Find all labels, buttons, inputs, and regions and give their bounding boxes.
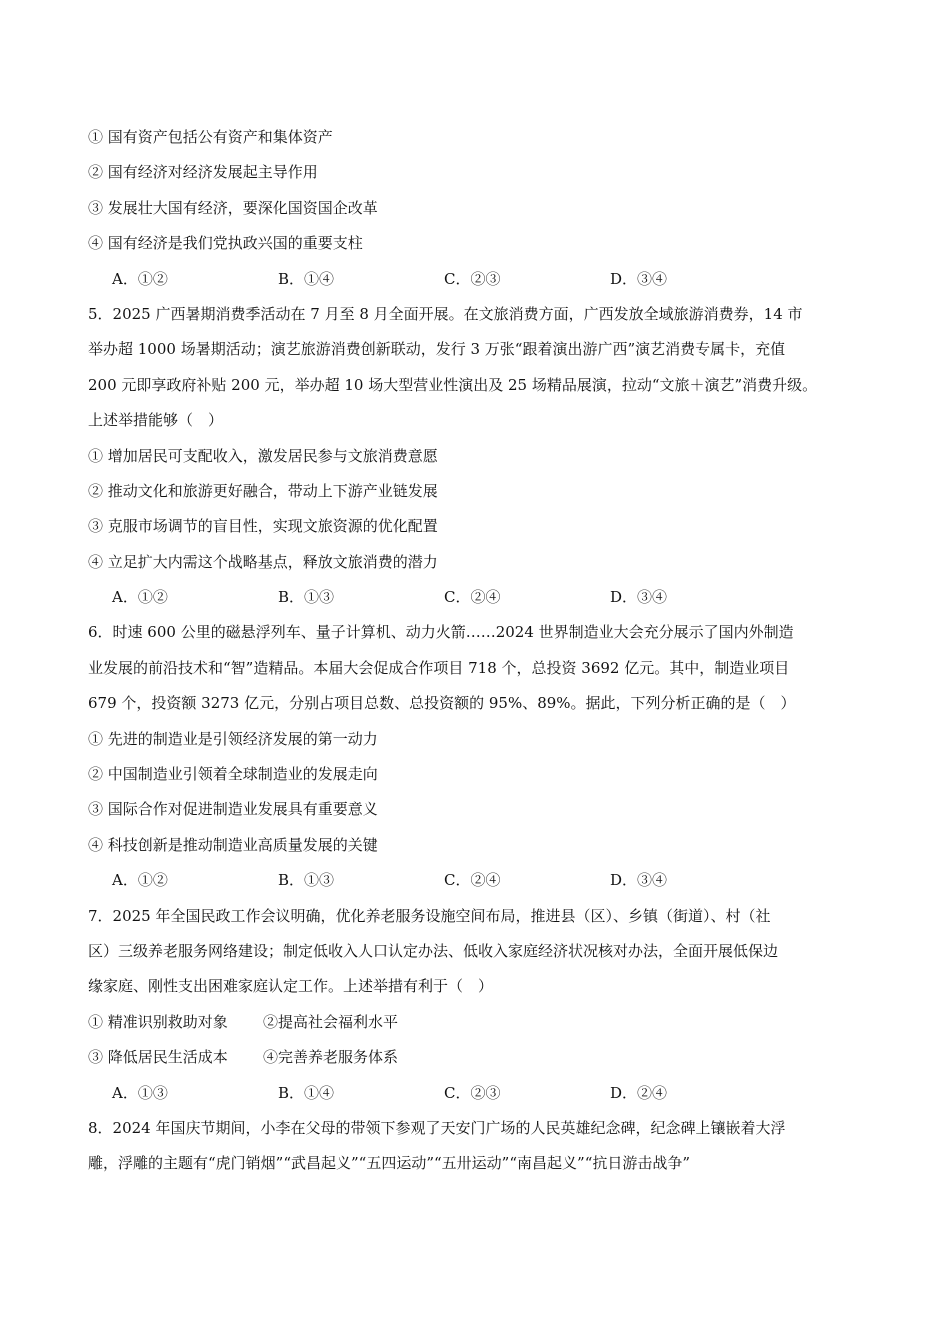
q5-stem-line-3: 200 元即享政府补贴 200 元，举办超 10 场大型营业性演出及 25 场精品展演，拉动“文旅＋演艺”消费升级。: [88, 375, 818, 394]
q6-item-4: ④ 科技创新是推动制造业高质量发展的关键: [88, 835, 378, 854]
q7-item-3: ③ 降低居民生活成本: [88, 1048, 228, 1067]
q6-options: [88, 863, 880, 898]
q5-item-1: ① 增加居民可支配收入，激发居民参与文旅消费意愿: [88, 446, 438, 465]
q6-stem-line-3: 679 个，投资额 3273 亿元，分别占项目总数、总投资额的 95%、89%。据此，下列分析正确的是（ ）: [88, 694, 796, 713]
q5-item-4: ④ 立足扩大内需这个战略基点，释放文旅消费的潜力: [88, 552, 438, 571]
q5-option-a: A．①②: [112, 588, 168, 607]
q5-item-2: ② 推动文化和旅游更好融合，带动上下游产业链发展: [88, 481, 438, 500]
q4-option-d: D．③④: [610, 269, 668, 288]
q7-items-row-1: [88, 1005, 880, 1040]
q6-option-b: B．①③: [278, 871, 335, 890]
q6-option-d: D．③④: [610, 871, 668, 890]
q4-option-a: A．①②: [112, 269, 168, 288]
q4-option-c: C．②③: [444, 269, 501, 288]
q7-item-2: ②提高社会福利水平: [263, 1012, 399, 1031]
q6-item-1: ① 先进的制造业是引领经济发展的第一动力: [88, 729, 378, 748]
q5-stem-line-1: 5．2025 广西暑期消费季活动在 7 月至 8 月全面开展。在文旅消费方面，广西发放全域旅游消费券，14 市: [88, 304, 803, 323]
q5-options: [88, 580, 880, 615]
q8-stem-line-1: 8．2024 年国庆节期间，小李在父母的带领下参观了天安门广场的人民英雄纪念碑，纪念碑上镶嵌着大浮: [88, 1118, 786, 1137]
q5-option-c: C．②④: [444, 588, 501, 607]
q7-options: [88, 1076, 880, 1111]
q7-item-4: ④完善养老服务体系: [263, 1048, 399, 1067]
q6-stem-line-1: 6．时速 600 公里的磁悬浮列车、量子计算机、动力火箭……2024 世界制造业大会充分展示了国内外制造: [88, 623, 794, 642]
q6-item-2: ② 中国制造业引领着全球制造业的发展走向: [88, 765, 378, 784]
q6-stem-line-2: 业发展的前沿技术和“智”造精品。本届大会促成合作项目 718 个，总投资 3692 亿元。其中，制造业项目: [88, 658, 790, 677]
q5-stem-line-2: 举办超 1000 场暑期活动；演艺旅游消费创新联动，发行 3 万张“跟着演出游广西”演艺消费专属卡，充值: [88, 340, 786, 359]
q7-stem-line-2: 区）三级养老服务网络建设；制定低收入人口认定办法、低收入家庭经济状况核对办法，全面开展低保边: [88, 941, 779, 960]
q7-option-b: B．①④: [278, 1083, 335, 1102]
q5-option-b: B．①③: [278, 588, 335, 607]
q6-option-a: A．①②: [112, 871, 168, 890]
q5-stem-line-4: 上述举措能够（ ）: [88, 411, 224, 430]
q7-item-1: ① 精准识别救助对象: [88, 1012, 228, 1031]
q4-item-3: ③ 发展壮大国有经济，要深化国资国企改革: [88, 198, 378, 217]
q4-option-b: B．①④: [278, 269, 335, 288]
q7-option-c: C．②③: [444, 1083, 501, 1102]
q5-option-d: D．③④: [610, 588, 668, 607]
q4-options: [88, 262, 880, 297]
q4-item-2: ② 国有经济对经济发展起主导作用: [88, 163, 318, 182]
q7-option-a: A．①③: [112, 1083, 168, 1102]
q6-item-3: ③ 国际合作对促进制造业发展具有重要意义: [88, 800, 378, 819]
q7-option-d: D．②④: [610, 1083, 668, 1102]
q7-stem-line-1: 7．2025 年全国民政工作会议明确，优化养老服务设施空间布局，推进县（区）、乡镇（街道）、村（社: [88, 906, 771, 925]
q4-item-4: ④ 国有经济是我们党执政兴国的重要支柱: [88, 234, 363, 253]
q4-item-1: ① 国有资产包括公有资产和集体资产: [88, 128, 333, 146]
document-content: [88, 120, 880, 1182]
q6-option-c: C．②④: [444, 871, 501, 890]
q7-items-row-2: [88, 1040, 880, 1075]
q7-stem-line-3: 缘家庭、刚性支出困难家庭认定工作。上述举措有利于（ ）: [88, 977, 494, 996]
q5-item-3: ③ 克服市场调节的盲目性，实现文旅资源的优化配置: [88, 517, 438, 536]
q8-stem-line-2: 雕，浮雕的主题有“虎门销烟”“武昌起义”“五四运动”“五卅运动”“南昌起义”“抗日游击战争”: [88, 1154, 691, 1173]
